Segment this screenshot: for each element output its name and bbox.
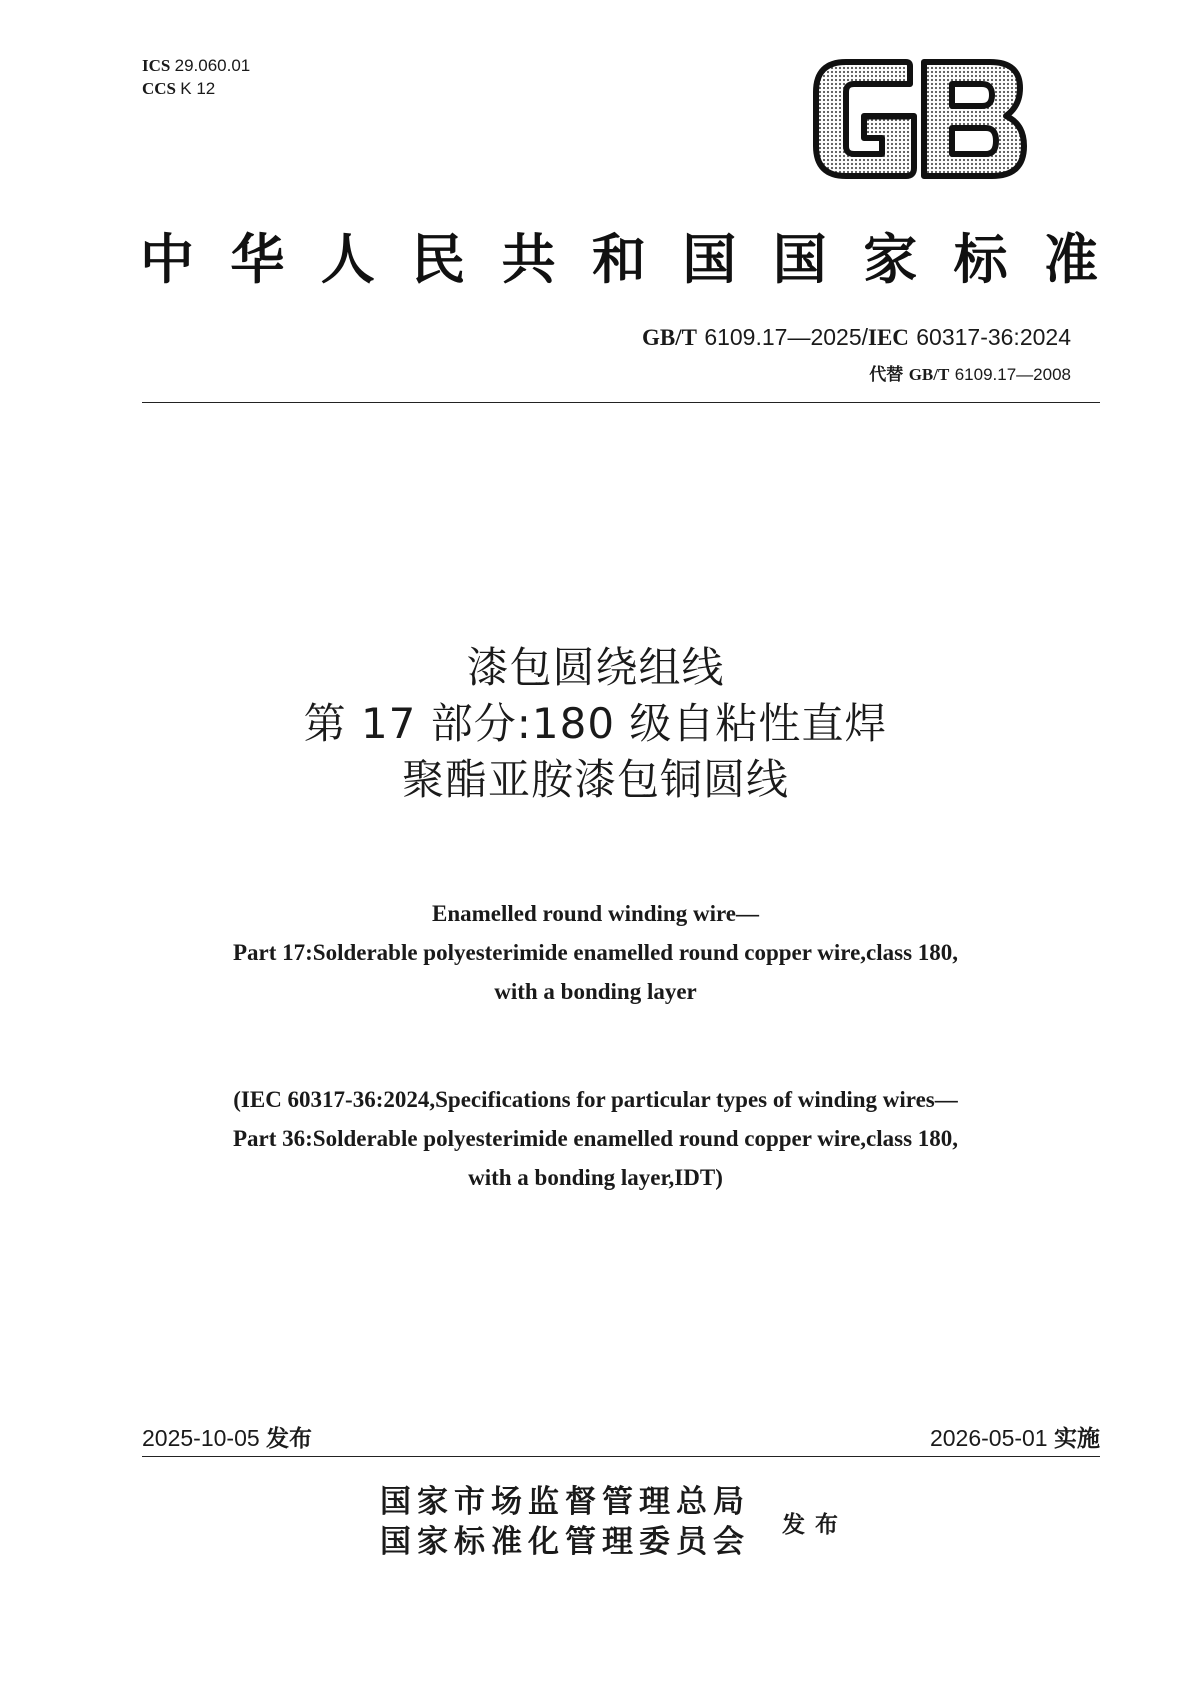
- footer-divider: [142, 1456, 1100, 1457]
- chinese-title-line-2: 第 17 部分:180 级自粘性直焊: [303, 699, 888, 748]
- ccs-value: K 12: [180, 79, 216, 98]
- iec-prefix: IEC: [868, 325, 909, 350]
- issuers-action: 发布: [782, 1512, 848, 1538]
- iec-number: 60317-36:2024: [916, 324, 1071, 350]
- replaces-word: 代替: [869, 365, 904, 385]
- iec-title-line-2: Part 36:Solderable polyesterimide enamelled round copper wire,class 180,: [232, 1126, 959, 1151]
- iec-title-line-1: (IEC 60317-36:2024,Specifications for particular types of winding wires—: [233, 1087, 958, 1112]
- standard-code-prefix: GB/T: [642, 325, 697, 350]
- issue-date: [142, 1420, 312, 1453]
- issue-date-label: 发布: [266, 1426, 313, 1452]
- issuer-sac: 国家标准化管理委员会: [380, 1524, 750, 1560]
- english-title-line-3: with a bonding layer: [494, 979, 697, 1004]
- implementation-date: [930, 1420, 1100, 1453]
- issue-date-value: 2025-10-05: [142, 1425, 260, 1451]
- ics-value: 29.060.01: [174, 56, 251, 75]
- national-standard-title: 中华人民共和国国家标准: [140, 228, 1100, 291]
- implementation-date-label: 实施: [1054, 1426, 1100, 1452]
- issuer-samr: 国家市场监督管理总局: [380, 1484, 750, 1520]
- header-divider: [142, 402, 1100, 403]
- standard-number: [642, 322, 1071, 353]
- implementation-date-value: 2026-05-01: [929, 1425, 1048, 1451]
- ics-code: [142, 54, 250, 77]
- replaces-standard: [869, 364, 1071, 386]
- english-title: [0, 894, 1191, 1011]
- english-title-line-1: Enamelled round winding wire—: [432, 901, 759, 926]
- english-title-line-2: Part 17:Solderable polyesterimide enamelled round copper wire,class 180,: [232, 940, 959, 965]
- iec-reference-title: [0, 1080, 1191, 1197]
- chinese-title-line-3: 聚酯亚胺漆包铜圆线: [401, 755, 789, 804]
- chinese-title-line-1: 漆包圆绕组线: [466, 643, 725, 692]
- ics-label: ICS: [142, 56, 171, 75]
- classification-codes: [142, 54, 250, 100]
- replaces-number: 6109.17—2008: [954, 365, 1071, 384]
- chinese-title: [0, 640, 1191, 808]
- issuing-authorities: [380, 1482, 750, 1562]
- replaces-prefix: GB/T: [908, 365, 950, 384]
- ccs-label: CCS: [142, 79, 177, 98]
- standard-code-number: 6109.17—2025/: [704, 324, 869, 350]
- iec-title-line-3: with a bonding layer,IDT): [468, 1165, 723, 1190]
- ccs-code: [142, 77, 250, 100]
- gb-logo: [806, 58, 1030, 180]
